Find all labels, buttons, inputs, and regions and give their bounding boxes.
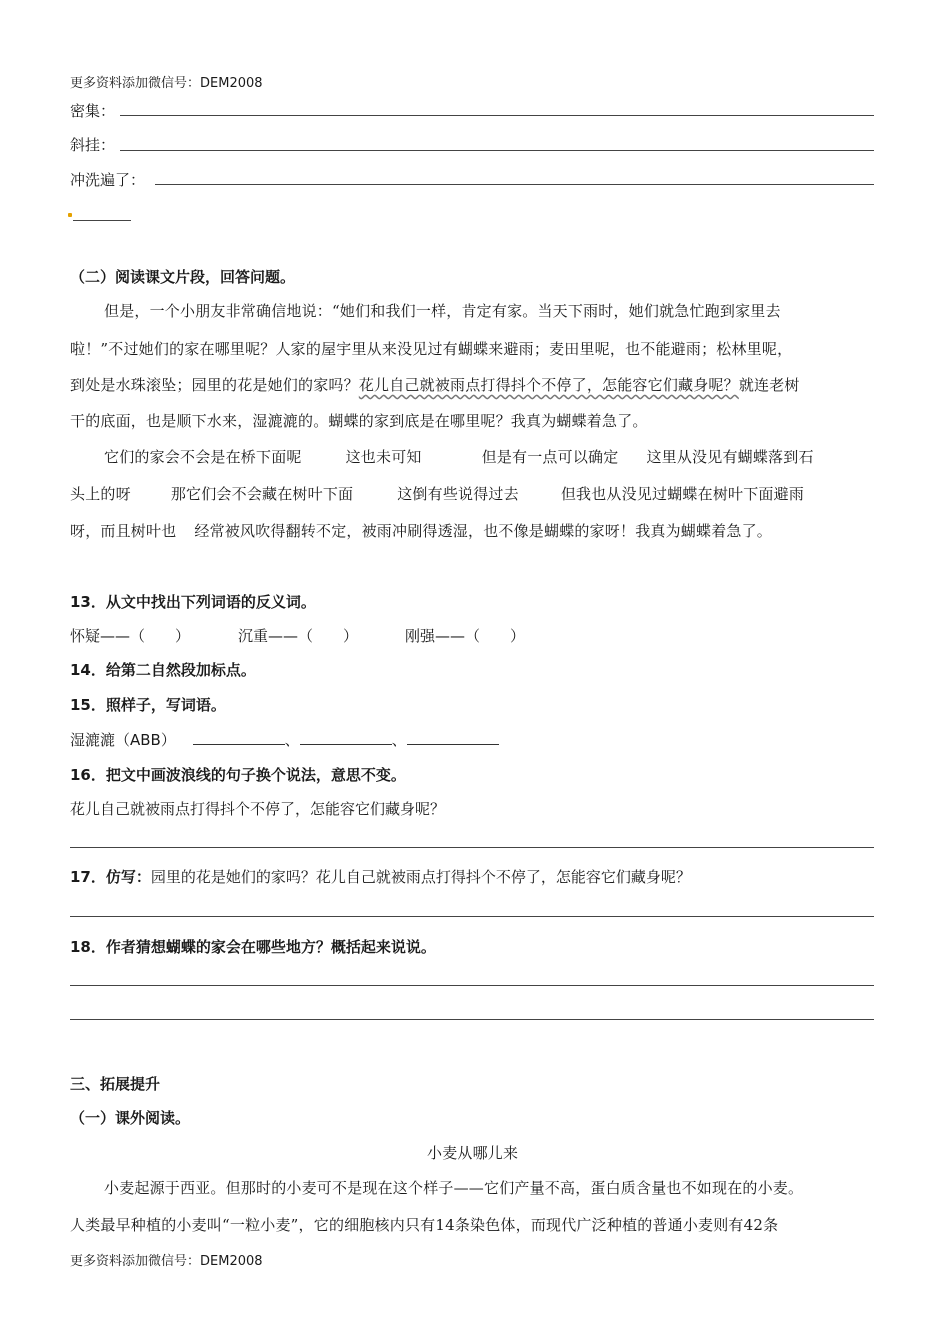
clause: 它们的家会不会是在桥下面呢: [104, 448, 302, 466]
clause: 这也未可知: [345, 448, 422, 466]
question-17: [70, 866, 691, 887]
question-14: 14．给第二自然段加标点。: [70, 661, 256, 679]
question-16: 16．把文中画波浪线的句子换个说法，意思不变。: [70, 766, 406, 784]
question-13: 13．从文中找出下列词语的反义词。: [70, 593, 316, 611]
article-title: 小麦从哪儿来: [427, 1144, 519, 1162]
q17-label: 17．仿写：: [70, 868, 151, 886]
paragraph-line: 但是，一个小朋友非常确信地说：“她们和我们一样，肯定有家。当天下雨时，她们就急忙跑到家里去: [104, 302, 781, 320]
paragraph-line: [70, 374, 800, 395]
antonym-item[interactable]: 刚强——（ ）: [405, 627, 526, 645]
answer-line[interactable]: [70, 847, 874, 848]
antonym-item[interactable]: 怀疑——（ ）: [70, 627, 191, 645]
answer-line[interactable]: [73, 220, 131, 221]
wavy-underlined-sentence: 花儿自己就被雨点打得抖个不停了，怎能容它们藏身呢？: [358, 376, 739, 394]
clause: 这里从没见有蝴蝶落到石: [646, 448, 814, 466]
separator: 、: [391, 731, 407, 749]
answer-line[interactable]: [70, 985, 874, 986]
question-15: 15．照样子，写词语。: [70, 696, 226, 714]
answer-blank[interactable]: [193, 732, 285, 745]
section-subtitle: （一）课外阅读。: [70, 1109, 191, 1127]
answer-line[interactable]: [70, 916, 874, 917]
q16-sentence: 花儿自己就被雨点打得抖个不停了，怎能容它们藏身呢？: [70, 800, 446, 818]
paragraph-text: 到处是水珠滚坠；园里的花是她们的家吗？: [70, 376, 359, 394]
paragraph-line: [104, 446, 814, 467]
vocab-label-washed: 冲洗遍了：: [70, 171, 146, 189]
footer-note: 更多资料添加微信号：DEM2008: [70, 1254, 263, 1269]
clause: 这倒有些说得过去: [397, 485, 519, 503]
abb-example: 湿漉漉（ABB）: [70, 731, 176, 749]
clause: 头上的呀: [70, 485, 131, 503]
article-paragraph: 小麦起源于西亚。但那时的小麦可不是现在这个样子——它们产量不高，蛋白质含量也不如现在的小麦。: [104, 1179, 804, 1197]
clause: 呀，而且树叶也: [70, 522, 177, 540]
section-title: （二）阅读课文片段，回答问题。: [70, 268, 296, 286]
answer-line[interactable]: [120, 150, 874, 151]
paragraph-line: [70, 520, 772, 541]
separator: 、: [284, 731, 300, 749]
section-title: 三、拓展提升: [70, 1075, 161, 1093]
article-paragraph: 人类最早种植的小麦叫“一粒小麦”，它的细胞核内只有14条染色体，而现代广泛种植的普通小麦则有42条: [70, 1216, 779, 1234]
answer-line[interactable]: [70, 1019, 874, 1020]
abb-example-row: [70, 729, 499, 750]
answer-blank[interactable]: [407, 732, 499, 745]
vocab-label-slant: 斜挂：: [70, 136, 116, 154]
paragraph-line: [70, 483, 804, 504]
vocab-label-dense: 密集：: [70, 102, 116, 120]
paragraph-line: 干的底面，也是顺下水来，湿漉漉的。蝴蝶的家到底是在哪里呢？我真为蝴蝶着急了。: [70, 412, 648, 430]
header-note: 更多资料添加微信号：DEM2008: [70, 76, 263, 91]
question-18: 18．作者猜想蝴蝶的家会在哪些地方？概括起来说说。: [70, 938, 436, 956]
antonym-item[interactable]: 沉重——（ ）: [238, 627, 359, 645]
answer-line[interactable]: [155, 184, 874, 185]
answer-blank[interactable]: [300, 732, 392, 745]
q17-text: 园里的花是她们的家吗？花儿自己就被雨点打得抖个不停了，怎能容它们藏身呢？: [150, 868, 691, 886]
clause: 那它们会不会藏在树叶下面: [170, 485, 354, 503]
clause: 但是有一点可以确定: [481, 448, 619, 466]
paragraph-line: 啦！”不过她们的家在哪里呢？人家的屋宇里从来没见过有蝴蝶来避雨；麦田里呢，也不能避雨；松林里呢，: [70, 340, 793, 358]
clause: 但我也从没见过蝴蝶在树叶下面避雨: [560, 485, 805, 503]
marker-dot: [68, 213, 72, 217]
paragraph-text: 就连老树: [738, 376, 800, 394]
answer-line[interactable]: [120, 115, 874, 116]
clause: 经常被风吹得翻转不定，被雨冲刷得透湿，也不像是蝴蝶的家呀！我真为蝴蝶着急了。: [194, 522, 773, 540]
